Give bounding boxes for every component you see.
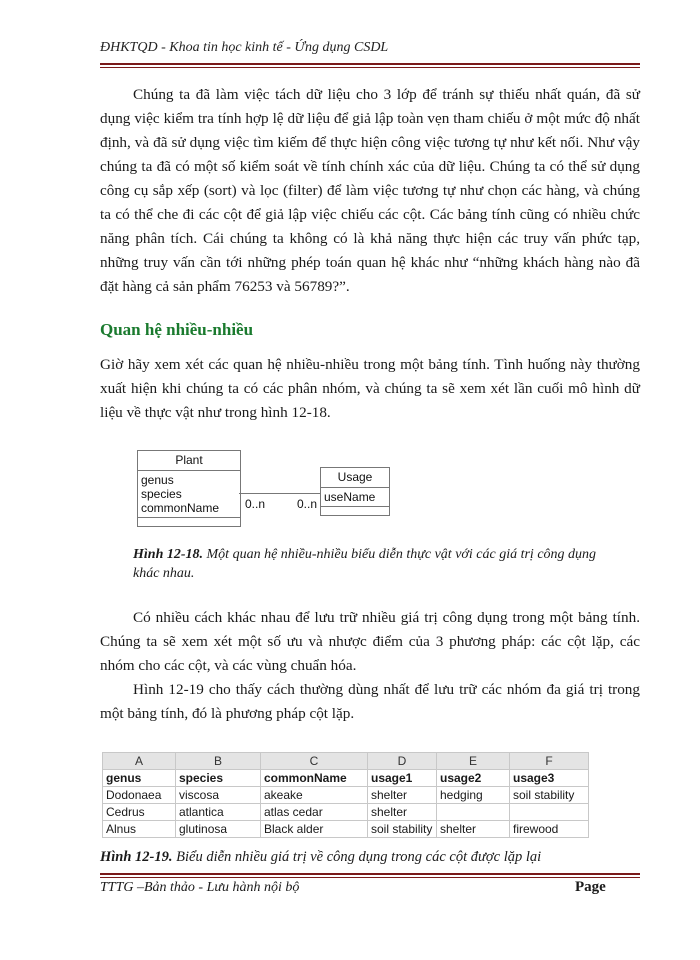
column-letter: A — [103, 753, 176, 770]
plant-class-methods — [138, 518, 240, 526]
plant-class-attributes — [138, 471, 240, 518]
table-cell: akeake — [261, 787, 368, 804]
column-letter: E — [437, 753, 510, 770]
caption-text: Một quan hệ nhiều-nhiều biểu diễn thực vật với các giá trị công dụng khác nhau. — [133, 547, 597, 581]
usage-class-methods — [321, 507, 389, 515]
caption-label: Hình 12-19. — [100, 849, 173, 865]
header-cell: genus — [103, 770, 176, 787]
usage-class-title: Usage — [321, 468, 389, 488]
header-cell: species — [176, 770, 261, 787]
page-header: ĐHKTQD - Khoa tin học kinh tế - Ứng dụng CSDL — [100, 40, 389, 55]
spreadsheet — [102, 752, 589, 838]
header-rule — [100, 63, 640, 68]
plant-attr: genus — [141, 473, 174, 487]
figure-12-19-caption — [100, 848, 640, 867]
caption-label: Hình 12-18. — [133, 547, 204, 562]
table-cell — [437, 804, 510, 821]
association-line — [239, 493, 320, 494]
header-cell: commonName — [261, 770, 368, 787]
table-cell: soil stability — [510, 787, 589, 804]
caption-text: Biểu diễn nhiều giá trị về công dụng trong các cột được lặp lại — [172, 849, 542, 865]
column-letter-row — [103, 753, 589, 770]
table-cell: shelter — [437, 821, 510, 838]
table-cell: firewood — [510, 821, 589, 838]
usage-class-attributes — [321, 488, 389, 507]
column-letter: F — [510, 753, 589, 770]
table-cell: atlas cedar — [261, 804, 368, 821]
plant-attr: species — [141, 487, 182, 501]
table-cell: glutinosa — [176, 821, 261, 838]
table-cell: atlantica — [176, 804, 261, 821]
plant-class-box — [137, 450, 241, 527]
paragraph-4: Hình 12-19 cho thấy cách thường dùng nhất để lưu trữ các nhóm đa giá trị trong một bảng tính, đó là phương pháp cột lặp. — [100, 681, 640, 722]
column-letter: D — [368, 753, 437, 770]
column-letter: B — [176, 753, 261, 770]
page-label: Page — [575, 879, 606, 895]
table-cell: Dodonaea — [103, 787, 176, 804]
table-cell: soil stability — [368, 821, 437, 838]
section-title: Quan hệ nhiều-nhiều — [100, 320, 254, 339]
paragraph-3: Có nhiều cách khác nhau để lưu trữ nhiều giá trị công dụng trong một bảng tính. Chúng ta sẽ xem xét một số ưu và nhược điểm của 3 phương pháp: các cột lặp, các nhóm cho các cột, và các vùng chuẩn hóa. — [100, 609, 640, 674]
table-row — [103, 821, 589, 838]
table-cell: hedging — [437, 787, 510, 804]
table-cell: Cedrus — [103, 804, 176, 821]
usage-class-box — [320, 467, 390, 516]
table-cell: Alnus — [103, 821, 176, 838]
table-cell: shelter — [368, 787, 437, 804]
table-cell: Black alder — [261, 821, 368, 838]
plant-class-title: Plant — [138, 451, 240, 471]
multiplicity-right: 0..n — [297, 497, 318, 511]
multiplicity-left: 0..n — [245, 497, 266, 511]
plant-attr: commonName — [141, 501, 220, 515]
paragraph-1: Chúng ta đã làm việc tách dữ liệu cho 3 lớp để tránh sự thiếu nhất quán, đã sử dụng việc kiểm tra tính hợp lệ dữ liệu để giả lập toàn vẹn tham chiếu ở một mức độ nhất định, và đã sử dụng việc tìm kiếm để thực hiện công việc tương tự như kết nối. Như vậy chúng ta đã có một số kiểm soát về tính chính xác của dữ liệu. Chúng ta có thể sử dụng công cụ sắp xếp (sort) và lọc (filter) để làm việc tương tự như chọn các hàng, và chúng ta có thể che đi các cột để giả lập việc chiếu các cột. Các bảng tính cũng có nhiều chức năng phân tích. Cái chúng ta không có là khả năng thực hiện các truy vấn phức tạp, những truy vấn cần tới những phép toán quan hệ khác như “những khách hàng nào đã đặt hàng cả sản phẩm 76253 và 56789?”. — [100, 86, 640, 295]
table-cell: viscosa — [176, 787, 261, 804]
paragraph-2: Giờ hãy xem xét các quan hệ nhiều-nhiều trong một bảng tính. Tình huống này thường xuất hiện khi chúng ta có các phân nhóm, và chúng ta sẽ xem xét lần cuối mô hình dữ liệu về thực vật như trong hình 12-18. — [100, 356, 640, 421]
usage-attr: useName — [324, 490, 376, 504]
header-cell: usage1 — [368, 770, 437, 787]
table-cell: shelter — [368, 804, 437, 821]
header-cell: usage3 — [510, 770, 589, 787]
figure-12-18-caption — [133, 545, 613, 583]
header-row — [103, 770, 589, 787]
table-row — [103, 787, 589, 804]
table-row — [103, 804, 589, 821]
header-cell: usage2 — [437, 770, 510, 787]
footer-text: TTTG –Bản thảo - Lưu hành nội bộ — [100, 880, 300, 895]
table-cell — [510, 804, 589, 821]
footer-rule — [100, 873, 640, 878]
column-letter: C — [261, 753, 368, 770]
